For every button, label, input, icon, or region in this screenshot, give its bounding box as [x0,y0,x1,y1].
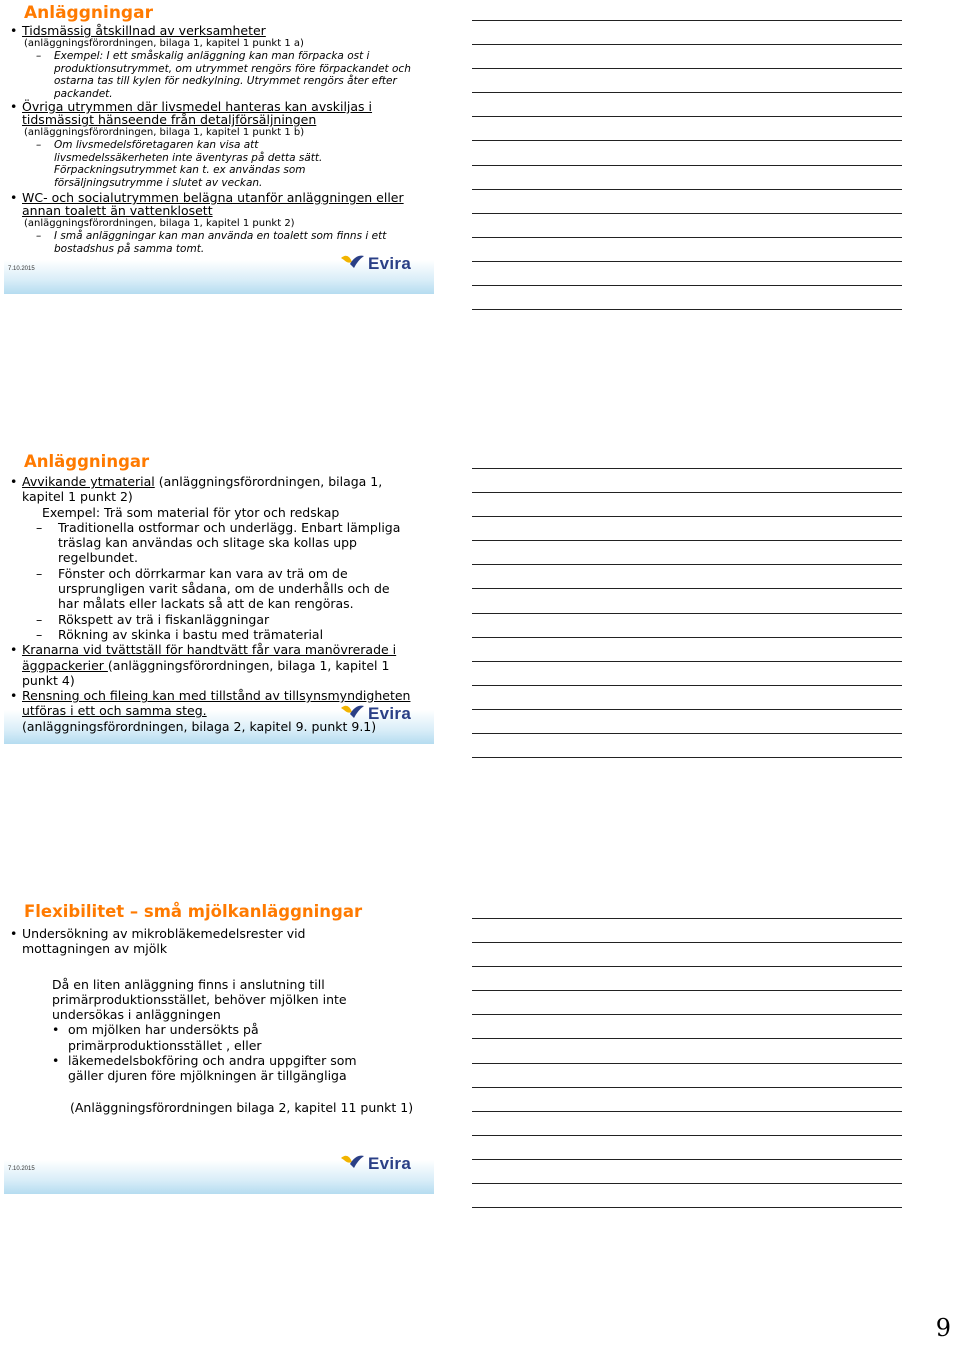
note-line [472,189,902,190]
notes-lines-3 [472,918,902,1231]
note-line [472,516,902,517]
note-line [472,237,902,238]
slide-title: Anläggningar [24,452,150,471]
note-line [472,261,902,262]
legal-reference: (anläggningsförordningen, bilaga 2, kapitel 9. punkt 9.1) [22,718,377,734]
note-line [472,116,902,117]
legal-reference: (anläggningsförordningen, bilaga 1, kapitel 1 punkt 2) [22,474,383,505]
logo-text: Evira [368,1154,412,1173]
note-line [472,1207,902,1208]
bullet-heading: Kranarna vid tvättställ för handtvätt får vara manövrerade i äggpackerier [22,642,397,673]
note-line [472,68,902,69]
note-line [472,757,902,758]
page-number: 9 [935,1314,951,1342]
note-line [472,44,902,45]
slide-title: Flexibilitet – små mjölkanläggningar [24,902,363,921]
notes-lines-2 [472,468,902,781]
note-line [472,165,902,166]
note-line [472,918,902,919]
list-item: – Rökspett av trä i fiskanläggningar [24,612,426,627]
note-line [472,140,902,141]
note-line [472,733,902,734]
example-item: – I små anläggningar kan man använda en toalett som finns i ett bostadshus på samma tomt. [24,230,426,255]
legal-reference: (anläggningsförordningen, bilaga 1, kapitel 1 punkt 1 b) [24,127,305,138]
legal-reference: (anläggningsförordningen, bilaga 1, kapitel 1 punkt 1 a) [24,38,304,49]
example-item: – Exempel: I ett småskalig anläggning kan man förpacka ost i produktionsutrymmet, om utrymmet rengörs före förpackandet och ostarna tas till kylen för nedkylning. Utrymmet rengörs åter efter packandet. [24,50,426,100]
note-line [472,942,902,943]
bullet-item [10,191,426,217]
logo-text: Evira [368,254,412,273]
slide-2 [4,446,434,744]
list-item: • läkemedelsbokföring och andra uppgifter som gäller djuren före mjölkningen är tillgängliga [52,1053,426,1084]
note-line [472,1014,902,1015]
note-line [472,685,902,686]
example-label: Exempel: Trä som material för ytor och redskap [42,504,340,520]
legal-reference: (anläggningsförordningen, bilaga 1, kapitel 1 punkt 4) [22,657,390,688]
note-line [472,20,902,21]
note-line [472,1063,902,1064]
bullet-item: • Undersökning av mikrobläkemedelsrester vid mottagningen av mjölk [10,926,426,957]
note-line [472,637,902,638]
slide-date: 7.10.2015 [8,1166,35,1172]
bullet-heading: Avvikande ytmaterial [22,474,155,489]
bullet-item [10,642,426,688]
note-line [472,966,902,967]
note-line [472,1038,902,1039]
list-item: – Traditionella ostformar och underlägg. Enbart lämpliga träslag kan användas och slitage ska kollas upp regelbundet. [24,520,426,566]
note-line [472,285,902,286]
note-line [472,540,902,541]
note-line [472,492,902,493]
bullet-item [10,24,426,37]
legal-reference: (Anläggningsförordningen bilaga 2, kapitel 11 punkt 1) [70,1099,414,1115]
note-line [472,588,902,589]
slide-date: 7.10.2015 [8,266,35,272]
note-line [472,1159,902,1160]
note-line [472,1111,902,1112]
bullet-heading: Tidsmässig åtskillnad av verksamheter [22,23,266,38]
slide-3 [4,896,434,1194]
evira-swoosh-icon [338,1150,368,1174]
bullet-heading: WC- och socialutrymmen belägna utanför anläggningen eller annan toalett än vattenklosett [22,190,404,218]
bullet-heading: Rensning och fileing kan med tillstånd av tillsynsmyndigheten utföras i ett och samma steg. [22,688,411,719]
note-line [472,213,902,214]
note-line [472,92,902,93]
paragraph: Då en liten anläggning finns i anslutning till primärproduktionsstället, behöver mjölken inte undersökas i anläggningen [52,976,347,1023]
slide-1 [4,0,434,294]
note-line [472,309,902,310]
legal-reference: (anläggningsförordningen, bilaga 1, kapitel 1 punkt 2) [24,218,295,229]
note-line [472,661,902,662]
example-item: – Om livsmedelsföretagaren kan visa att livsmedelssäkerheten inte äventyras på detta sätt. Förpackningsutrymmet kan t. ex användas som försäljningsutrymme i slutet av veckan. [24,139,426,189]
note-line [472,613,902,614]
note-line [472,1087,902,1088]
evira-logo [338,1150,416,1176]
note-line [472,468,902,469]
slide-title: Anläggningar [24,3,153,23]
bullet-item [10,688,426,734]
list-item: – Fönster och dörrkarmar kan vara av trä om de ursprungligen varit sådana, om de underhålls och de har målats eller lackats så att de kan rengöras. [24,566,426,612]
list-item: • om mjölken har undersökts på primärproduktionsstället , eller [52,1022,426,1053]
note-line [472,709,902,710]
list-item: – Rökning av skinka i bastu med trämaterial [24,627,426,642]
bullet-item [10,100,426,126]
note-line [472,990,902,991]
logo-text: Evira [368,704,412,723]
note-line [472,564,902,565]
notes-lines-1 [472,20,902,333]
note-line [472,1183,902,1184]
bullet-item [10,474,426,505]
note-line [472,1135,902,1136]
bullet-heading: Övriga utrymmen där livsmedel hanteras kan avskiljas i tidsmässigt hänseende från detaljförsäljningen [22,99,373,127]
